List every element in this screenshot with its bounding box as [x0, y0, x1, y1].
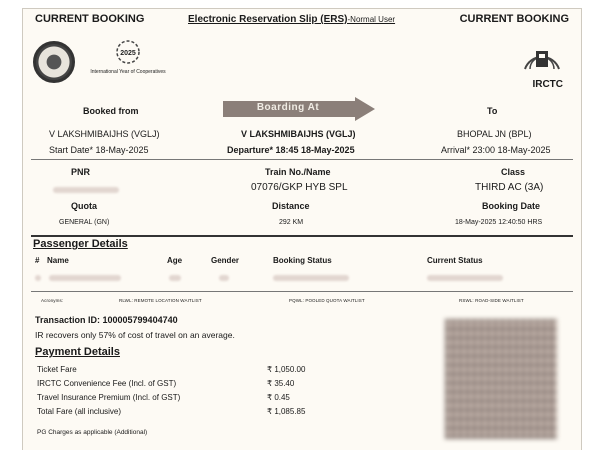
ers-subtitle: -Normal User: [347, 15, 396, 24]
col-current-status: Current Status: [427, 256, 483, 265]
ticket-fare-label: Ticket Fare: [37, 365, 77, 374]
col-name: Name: [47, 256, 69, 265]
redacted-current-status: [427, 275, 503, 281]
divider-ticket: [31, 235, 573, 237]
coop-year-text: International Year of Cooperatives: [90, 69, 166, 75]
pnr-label: PNR: [71, 167, 91, 177]
ers-ticket: [22, 8, 582, 450]
quota-label: Quota: [71, 201, 97, 211]
redacted-booking-status: [273, 275, 349, 281]
departure-time: Departure* 18:45 18-May-2025: [227, 145, 355, 155]
redacted-index: [35, 275, 41, 281]
booking-date-value: 18-May-2025 12:40:50 HRS: [455, 219, 543, 226]
distance-label: Distance: [272, 201, 310, 211]
ers-title-text: Electronic Reservation Slip (ERS): [188, 14, 348, 25]
distance-value: 292 KM: [279, 219, 304, 226]
train-label: Train No./Name: [265, 167, 331, 177]
current-booking-label-right: CURRENT BOOKING: [459, 13, 569, 25]
divider-passenger: [31, 291, 573, 292]
quota-value: GENERAL (GN): [59, 219, 110, 226]
qr-code-redacted: [445, 319, 557, 439]
col-gender: Gender: [211, 256, 240, 265]
booking-date-label: Booking Date: [482, 201, 541, 211]
payment-section-title: Payment Details: [35, 346, 120, 358]
transaction-id: Transaction ID: 100005799404740: [35, 315, 178, 325]
redacted-name: [49, 275, 121, 281]
redacted-gender: [219, 275, 229, 281]
cooperatives-year-logo-icon: [111, 39, 145, 67]
coop-logo-year: 2025: [120, 50, 136, 57]
convenience-fee-amount: ₹ 35.40: [267, 379, 295, 388]
convenience-fee-label: IRCTC Convenience Fee (Incl. of GST): [37, 379, 177, 388]
acronym-rswl: RSWL: ROAD-SIDE WAITLIST: [459, 298, 524, 303]
from-station: V LAKSHMIBAIJHS (VGLJ): [49, 129, 160, 139]
class-value: THIRD AC (3A): [475, 182, 544, 193]
insurance-premium-label: Travel Insurance Premium (Incl. of GST): [37, 393, 181, 402]
pnr-value-redacted: [53, 187, 119, 193]
acronyms-label: Acronyms:: [41, 298, 64, 303]
ers-title: [188, 14, 395, 25]
acronym-rlwl: RLWL: REMOTE LOCATION WAITLIST: [119, 298, 202, 303]
boarding-station: V LAKSHMIBAIJHS (VGLJ): [241, 129, 356, 139]
irctc-logo-icon: [519, 39, 565, 77]
irctc-brand-text: IRCTC: [532, 79, 563, 90]
ticket-fare-amount: ₹ 1,050.00: [267, 365, 306, 374]
train-value: 07076/GKP HYB SPL: [251, 182, 348, 193]
start-date: Start Date* 18-May-2025: [49, 145, 149, 155]
indian-railways-logo-icon: [33, 41, 75, 83]
class-label: Class: [501, 167, 526, 177]
booked-from-label: Booked from: [83, 106, 139, 116]
total-fare-amount: ₹ 1,085.85: [267, 407, 306, 416]
boarding-at-label: Boarding At: [256, 102, 320, 113]
insurance-premium-amount: ₹ 0.45: [267, 393, 290, 402]
current-booking-label-left: CURRENT BOOKING: [35, 13, 145, 25]
passenger-section-title: Passenger Details: [33, 238, 128, 250]
divider-journey: [31, 159, 573, 160]
recovery-note: IR recovers only 57% of cost of travel on an average.: [35, 330, 235, 340]
col-booking-status: Booking Status: [273, 256, 332, 265]
to-station: BHOPAL JN (BPL): [457, 129, 532, 139]
total-fare-label: Total Fare (all inclusive): [37, 407, 122, 416]
col-age: Age: [167, 256, 183, 265]
col-index: #: [35, 256, 40, 265]
pg-charges-note: PG Charges as applicable (Additional): [37, 429, 148, 436]
to-label: To: [487, 106, 498, 116]
redacted-age: [169, 275, 181, 281]
arrival-time: Arrival* 23:00 18-May-2025: [441, 145, 551, 155]
acronym-pqwl: PQWL: POOLED QUOTA WAITLIST: [289, 298, 365, 303]
